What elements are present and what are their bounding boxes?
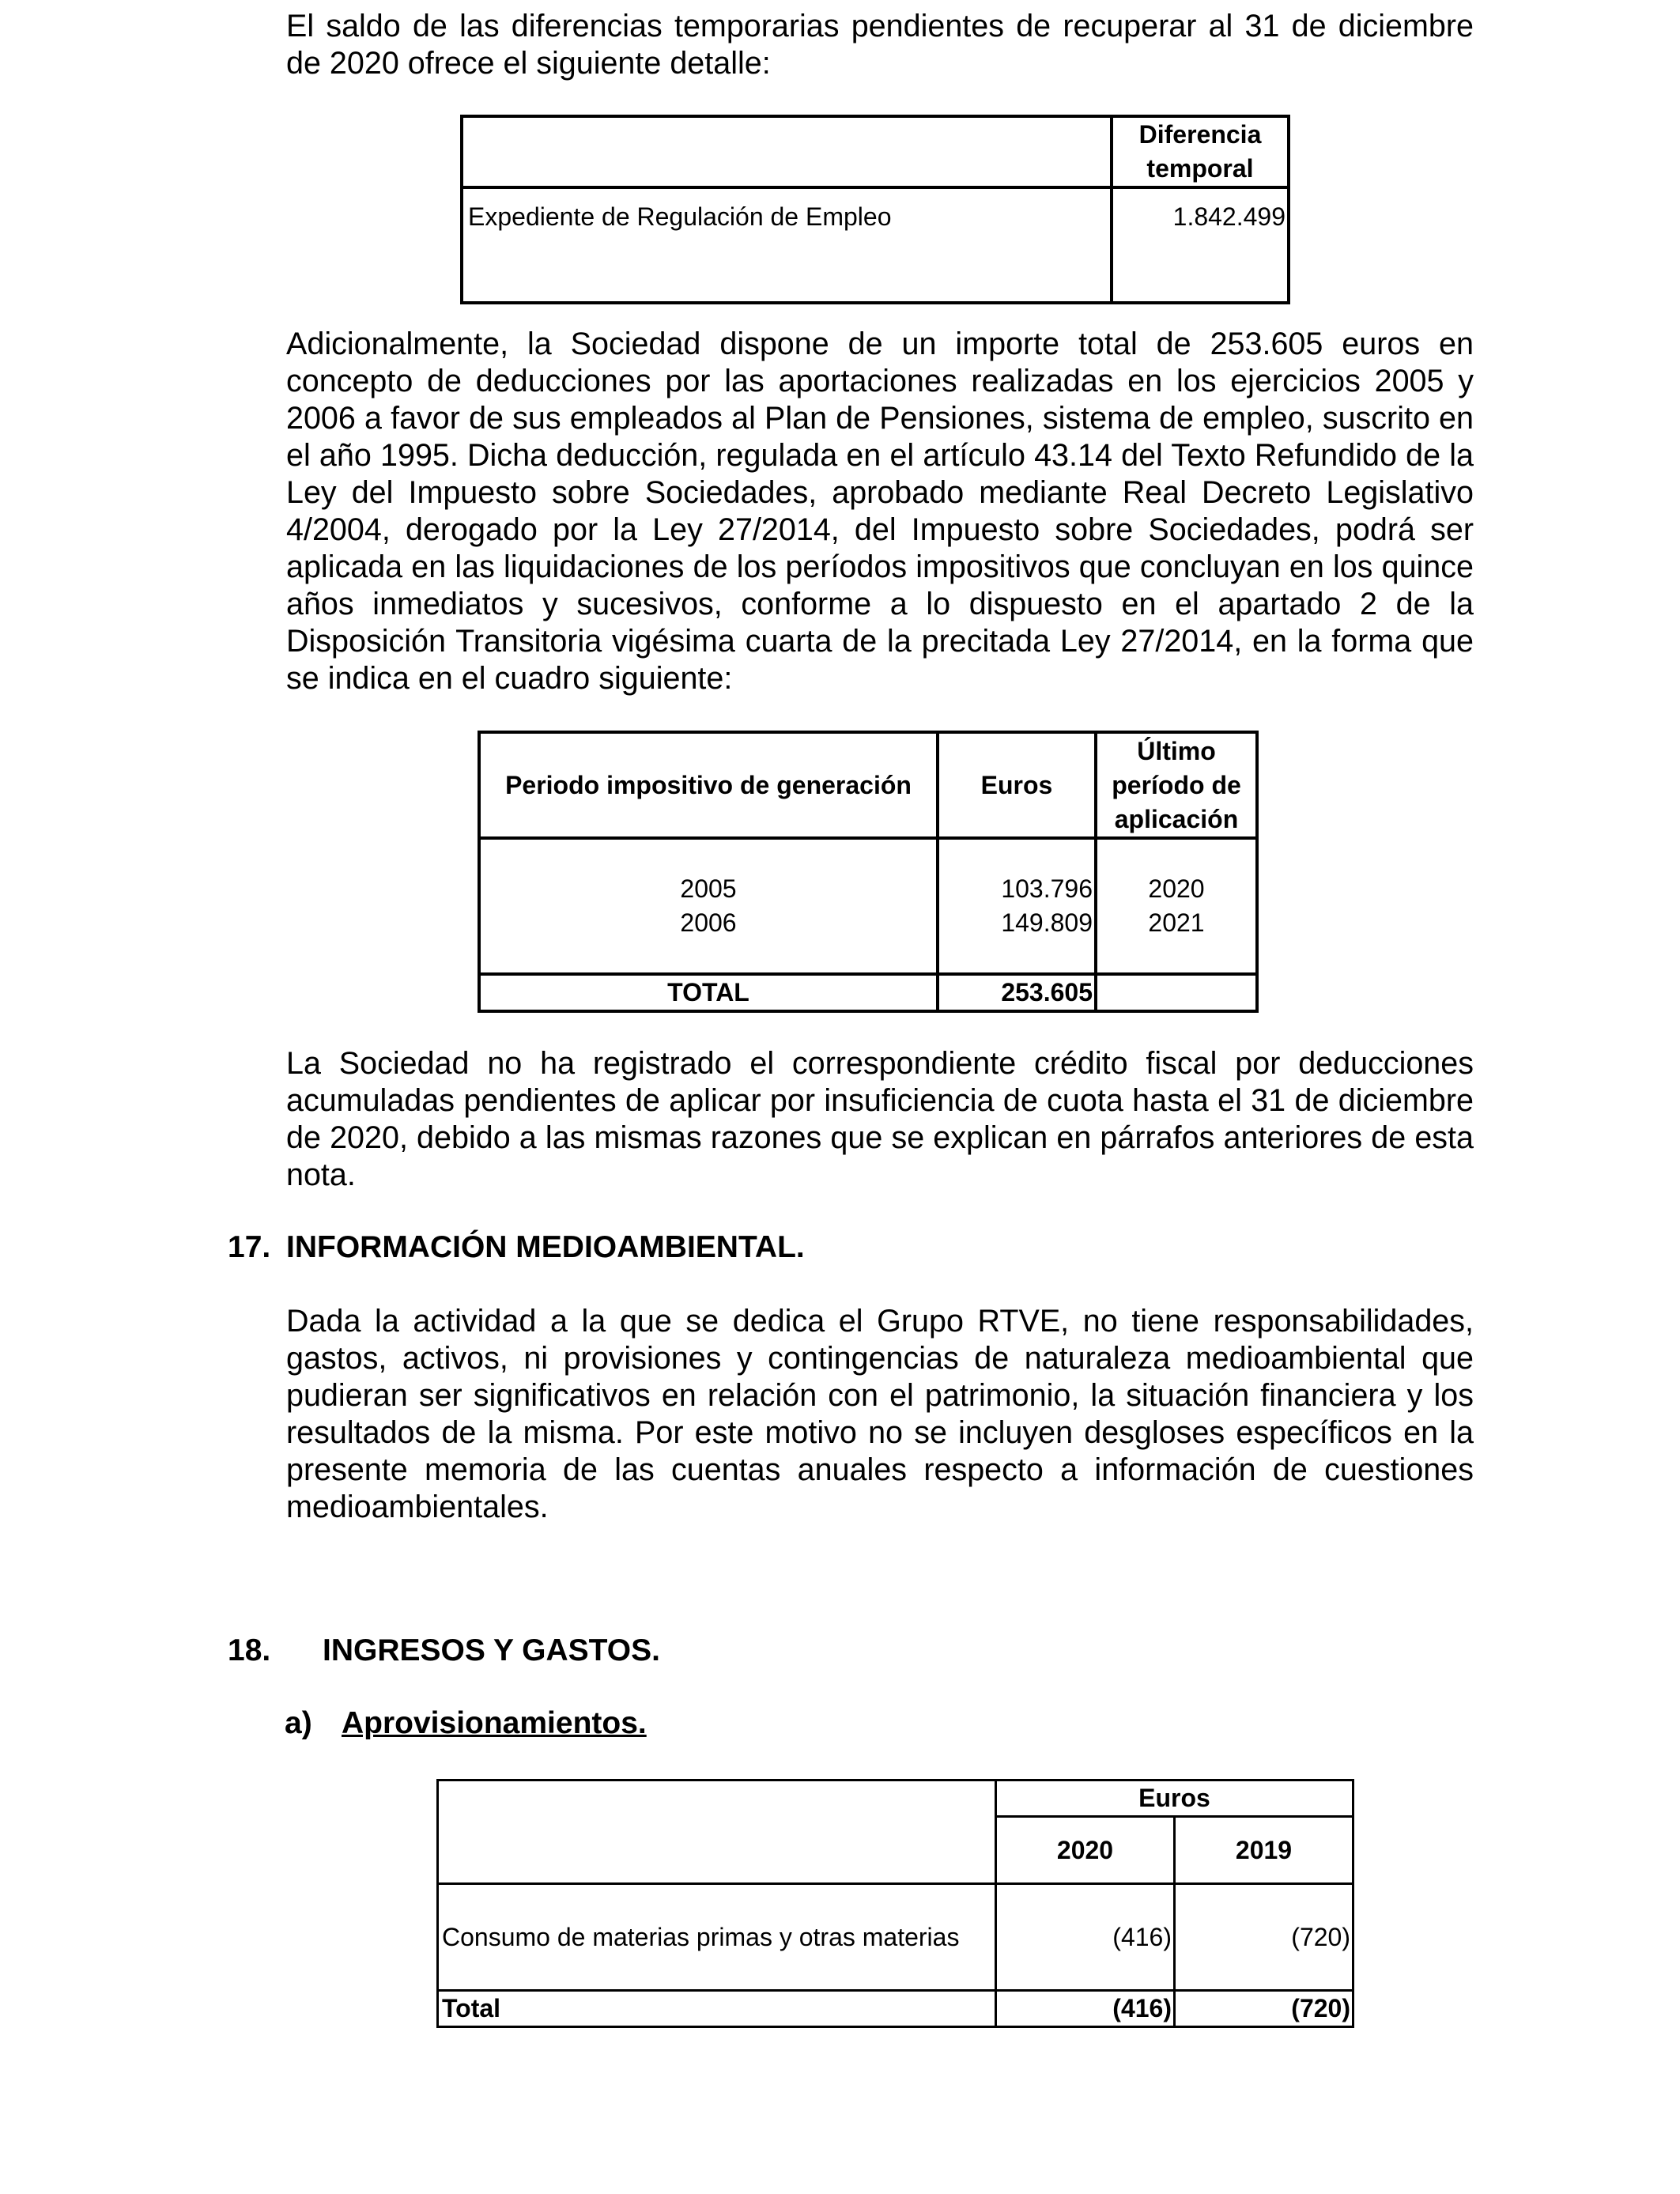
year-2019-header: 2019 bbox=[1175, 1817, 1353, 1884]
total-2019-cell: (720) bbox=[1175, 1991, 1353, 2027]
year-2020-header: 2020 bbox=[996, 1817, 1175, 1884]
empty-cell bbox=[1096, 974, 1257, 1011]
section-number: 17. bbox=[228, 1230, 271, 1264]
credito-paragraph: La Sociedad no ha registrado el correspondiente crédito fiscal por deducciones acumuladas pendientes de aplicar por insuficiencia de cuota hasta el 31 de diciembre de 2020, debido a las mismas razones que se explican en párrafos anteriores de esta nota. bbox=[286, 1046, 1474, 1192]
table-row bbox=[438, 1884, 1353, 1991]
diferencias-temporales-table bbox=[460, 115, 1290, 304]
header-line: aplicación bbox=[1114, 804, 1239, 833]
header-line: período de bbox=[1112, 770, 1241, 799]
deducciones-table bbox=[478, 731, 1259, 1013]
deducciones-paragraph: Adicionalmente, la Sociedad dispone de un importe total de 253.605 euros en concepto de deducciones por las aportaciones realizadas en los ejercicios 2005 y 2006 a favor de sus empleados al Plan de Pensiones, sistema de empleo, suscrito en el año 1995. Dicha deducción, regulada en el artículo 43.14 del Texto Refundido de la Ley del Impuesto sobre Sociedades, aprobado mediante Real Decreto Legislativo 4/2004, derogado por la Ley 27/2014, del Impuesto sobre Sociedades, podrá ser aplicada en las liquidaciones de los períodos impositivos que concluyan en los quince años inmediatos y sucesivos, conforme a lo dispuesto en el apartado 2 de la Disposición Transitoria vigésima cuarta de la precitada Ley 27/2014, en la forma que se indica en el cuadro siguiente: bbox=[286, 327, 1474, 696]
subsection-title: Aprovisionamientos. bbox=[342, 1706, 647, 1740]
concept-cell: Expediente de Regulación de Empleo bbox=[468, 202, 892, 231]
list-item: 2021 bbox=[1148, 908, 1205, 937]
total-label: TOTAL bbox=[479, 974, 938, 1011]
table-row bbox=[462, 187, 1289, 303]
total-label: Total bbox=[438, 1991, 996, 2027]
euros-header: Euros bbox=[938, 732, 1096, 838]
total-value: 253.605 bbox=[938, 974, 1096, 1011]
list-item: 2006 bbox=[680, 908, 737, 937]
empty-header-cell bbox=[462, 116, 1112, 187]
section-number: 18. bbox=[228, 1633, 271, 1667]
list-item: 2020 bbox=[1148, 874, 1205, 903]
periodo-header: Periodo impositivo de generación bbox=[479, 732, 938, 838]
total-row bbox=[479, 974, 1257, 1011]
header-line: Diferencia bbox=[1138, 120, 1262, 149]
value-cell: 1.842.499 bbox=[1112, 187, 1289, 303]
section-17-paragraph: Dada la actividad a la que se dedica el Grupo RTVE, no tiene responsabilidades, gastos, activos, ni provisiones y contingencias de naturaleza medioambiental que pudieran ser significativos en relación con el patrimonio, la situación financiera y los resultados de la misma. Por este motivo no se incluyen desgloses específicos en la presente memoria de las cuentas anuales respecto a información de cuestiones medioambientales. bbox=[286, 1304, 1474, 1524]
total-2020-cell: (416) bbox=[996, 1991, 1175, 2027]
list-item: 103.796 bbox=[1001, 874, 1093, 903]
value-2020-cell: (416) bbox=[996, 1884, 1175, 1991]
concept-cell: Consumo de materias primas y otras materias bbox=[438, 1884, 996, 1991]
diferencia-temporal-header bbox=[1112, 116, 1289, 187]
table-body-row bbox=[479, 838, 1257, 974]
periodo-cell bbox=[479, 838, 938, 974]
header-line: Último bbox=[1137, 736, 1216, 765]
header-line: temporal bbox=[1146, 154, 1254, 183]
section-title: INFORMACIÓN MEDIOAMBIENTAL. bbox=[286, 1230, 805, 1264]
table-header-row bbox=[438, 1781, 1353, 1817]
euros-cell bbox=[938, 838, 1096, 974]
section-title: INGRESOS Y GASTOS. bbox=[323, 1633, 660, 1667]
subsection-letter: a) bbox=[285, 1706, 312, 1740]
list-item: 2005 bbox=[680, 874, 737, 903]
table-header-row bbox=[462, 116, 1289, 187]
total-row bbox=[438, 1991, 1353, 2027]
euros-group-header: Euros bbox=[996, 1781, 1353, 1817]
list-item: 149.809 bbox=[1001, 908, 1093, 937]
value-2019-cell: (720) bbox=[1175, 1884, 1353, 1991]
intro-paragraph: El saldo de las diferencias temporarias pendientes de recuperar al 31 de diciembre de 2020 ofrece el siguiente detalle: bbox=[286, 9, 1474, 81]
table-header-row bbox=[479, 732, 1257, 838]
ultimo-cell bbox=[1096, 838, 1257, 974]
empty-header-cell bbox=[438, 1781, 996, 1884]
aprovisionamientos-table bbox=[436, 1779, 1354, 2028]
ultimo-periodo-header bbox=[1096, 732, 1257, 838]
